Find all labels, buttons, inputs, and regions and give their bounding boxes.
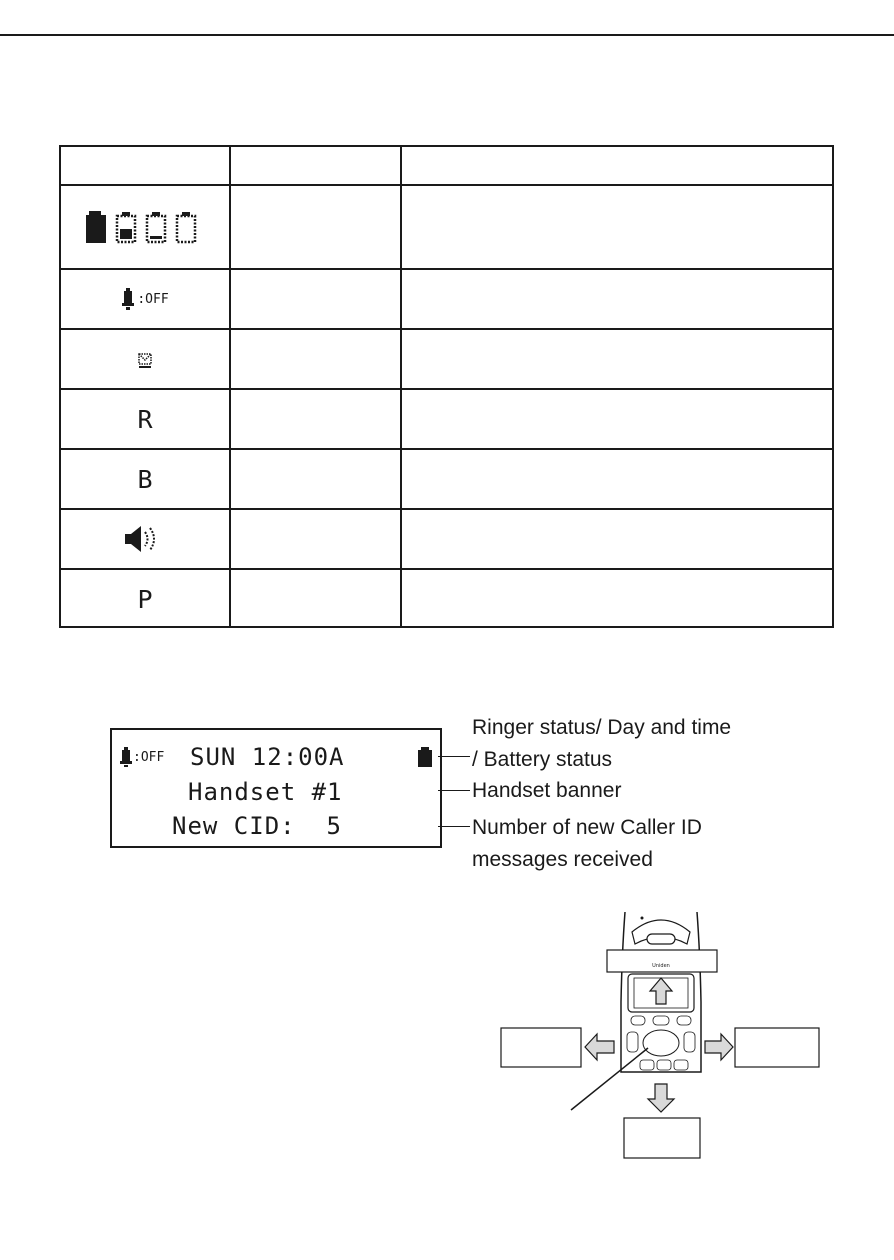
table-column-divider (229, 147, 231, 626)
handset-banner: Handset #1 (188, 778, 343, 806)
bell-icon (121, 288, 135, 310)
status-callout (472, 712, 731, 775)
key (653, 1016, 669, 1025)
callout-line: messages received (472, 847, 653, 871)
arrow-right-icon (705, 1034, 733, 1060)
end-key (684, 1032, 695, 1052)
day-time: SUN 12:00A (190, 743, 345, 771)
right-callout-box (735, 1028, 819, 1067)
ringer-status: :OFF (133, 750, 165, 765)
leader-line (438, 826, 470, 827)
table-row (61, 186, 229, 268)
left-callout-box (501, 1028, 581, 1067)
new-cid-count: New CID: 5 (172, 812, 342, 840)
table-row (61, 570, 229, 628)
callout-line: Ringer status/ Day and time (472, 716, 732, 739)
table-row (61, 390, 229, 448)
navigation-key (643, 1030, 679, 1056)
banner-callout: Handset banner (472, 779, 622, 802)
redial-icon: R (137, 404, 153, 434)
ringer-off-label: :OFF (137, 291, 169, 307)
handset-illustration (497, 912, 837, 1162)
arrow-down-icon (648, 1084, 674, 1112)
battery-level-icon (85, 209, 205, 245)
key (657, 1060, 671, 1070)
battery-icon (418, 747, 432, 767)
base-icon: B (137, 464, 153, 494)
earpiece-slot (647, 934, 675, 944)
table-row (61, 330, 229, 388)
lcd-icon-table (59, 145, 834, 628)
key (674, 1060, 688, 1070)
table-row (61, 450, 229, 508)
key (640, 1060, 654, 1070)
cid-callout (472, 812, 702, 875)
callout-line: / Battery status (472, 747, 613, 771)
talk-key (627, 1032, 638, 1052)
private-icon: P (137, 584, 153, 614)
bottom-callout-box (624, 1118, 700, 1158)
key (631, 1016, 645, 1025)
leader-line (438, 790, 470, 791)
led-icon (641, 917, 644, 920)
table-column-divider (400, 147, 402, 626)
message-envelope-icon (138, 349, 152, 369)
arrow-left-icon (585, 1034, 614, 1060)
brand-logo: Uniden (652, 963, 670, 969)
leader-line (438, 756, 470, 757)
key (677, 1016, 691, 1025)
top-rule (0, 34, 894, 36)
lcd-display (110, 728, 442, 848)
bell-icon (120, 747, 132, 767)
callout-line: Number of new Caller ID (472, 816, 702, 839)
table-row (61, 270, 229, 328)
pointer-line (571, 1048, 648, 1110)
speaker-icon (123, 524, 167, 554)
table-row (61, 510, 229, 568)
